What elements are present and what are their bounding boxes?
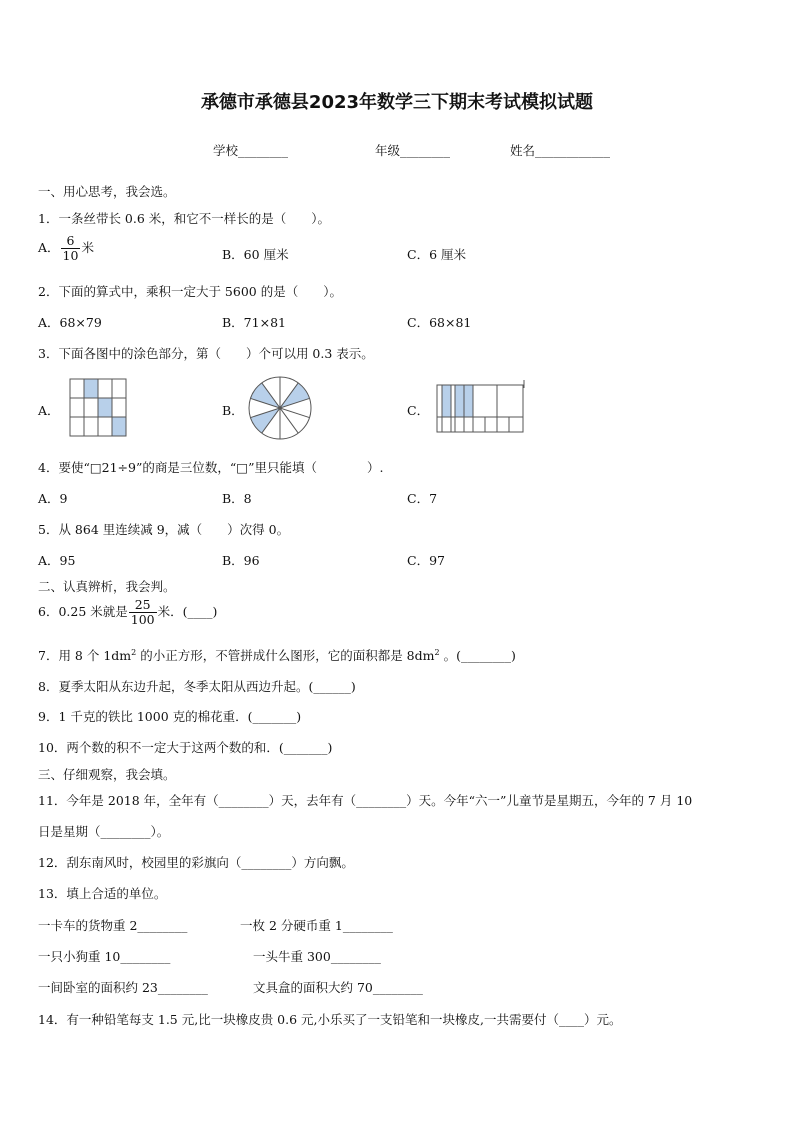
option-a-unit: 米 [81, 240, 94, 255]
question-3-option-b[interactable]: B． [222, 403, 244, 418]
circle-shaded-sector [280, 383, 309, 408]
question-5-option-c[interactable]: C．97 [407, 553, 445, 568]
option-a-label: A． [38, 240, 60, 255]
question-5-option-b[interactable]: B．96 [222, 553, 260, 568]
question-7-pre: 7．用 8 个 1dm [38, 648, 132, 663]
question-4-option-c[interactable]: C．7 [407, 491, 438, 506]
question-12[interactable]: 12．刮东南风时，校园里的彩旗向（________）方向飘。 [38, 855, 354, 870]
grid-shaded-cell [112, 417, 126, 436]
question-7 [38, 646, 516, 664]
figure-a-grid [70, 379, 126, 436]
question-2-option-a[interactable]: A．68×79 [38, 315, 102, 330]
grid-shaded-cell [84, 379, 98, 398]
question-13-item[interactable]: 一枚 2 分硬币重 1________ [240, 918, 393, 933]
question-2-option-b[interactable]: B．71×81 [222, 315, 286, 330]
question-1-option-b[interactable]: B．60 厘米 [222, 247, 289, 262]
fraction [61, 234, 81, 263]
question-10[interactable]: 10．两个数的积不一定大于这两个数的和．(_______) [38, 740, 333, 755]
section-heading-2: 二、认真辨析，我会判。 [38, 579, 176, 594]
fraction [129, 598, 157, 627]
question-3-option-a[interactable]: A． [38, 403, 60, 418]
fraction-numerator: 6 [61, 234, 81, 249]
circle-shaded-sector [251, 408, 280, 433]
question-11-line-2[interactable]: 日是星期（________）。 [38, 824, 170, 839]
fraction-denominator: 10 [62, 248, 79, 263]
fraction-denominator: 100 [130, 612, 155, 627]
rect-shaded-part [464, 385, 473, 417]
grid-shaded-cell [98, 398, 112, 417]
question-14[interactable]: 14．有一种铅笔每支 1.5 元,比一块橡皮贵 0.6 元,小乐买了一支铅笔和一块橡皮,一共需要付（____）元。 [38, 1012, 622, 1027]
question-6-pre: 6．0.25 米就是 [38, 604, 128, 619]
question-1-option-a[interactable] [38, 234, 94, 263]
question-7-mid: 的小正方形，不管拼成什么图形，它的面积都是 8dm [136, 648, 435, 663]
question-1-option-c[interactable]: C．6 厘米 [407, 247, 466, 262]
question-6-post[interactable]: 米．(____) [157, 604, 218, 619]
school-field[interactable]: 学校________ [213, 143, 289, 158]
question-4-stem: 4．要使“□21÷9”的商是三位数，“□”里只能填（ ）. [38, 460, 384, 475]
rect-shaded-part [442, 385, 451, 417]
question-13-item[interactable]: 一头牛重 300________ [253, 949, 381, 964]
question-3-stem: 3．下面各图中的涂色部分，第（ ）个可以用 0.3 表示。 [38, 346, 374, 361]
question-2-option-c[interactable]: C．68×81 [407, 315, 472, 330]
figure-b-circle [249, 377, 311, 439]
question-8[interactable]: 8．夏季太阳从东边升起，冬季太阳从西边升起。(______) [38, 679, 356, 694]
grade-field[interactable]: 年级________ [375, 143, 451, 158]
question-2-stem: 2．下面的算式中，乘积一定大于 5600 的是（ ）。 [38, 284, 342, 299]
question-9[interactable]: 9．1 千克的铁比 1000 克的棉花重．(_______) [38, 709, 302, 724]
question-5-stem: 5．从 864 里连续减 9，减（ ）次得 0。 [38, 522, 290, 537]
question-4-option-b[interactable]: B．8 [222, 491, 252, 506]
question-3-option-c[interactable]: C． [407, 403, 430, 418]
question-13-item[interactable]: 文具盒的面积大约 70________ [253, 980, 423, 995]
question-13-item[interactable]: 一间卧室的面积约 23________ [38, 980, 208, 995]
question-7-post[interactable]: 。(________) [439, 648, 516, 663]
section-heading-3: 三、仔细观察，我会填。 [38, 767, 176, 782]
question-13-item[interactable]: 一卡车的货物重 2________ [38, 918, 188, 933]
section-heading-1: 一、用心思考，我会选。 [38, 184, 176, 199]
question-5-option-a[interactable]: A．95 [38, 553, 76, 568]
circle-shaded-sector [251, 383, 280, 408]
question-11-line-1[interactable]: 11．今年是 2018 年，全年有（________）天，去年有（________）天。今年“六一”儿童节是星期五，今年的 7 月 10 [38, 793, 693, 808]
question-13-item[interactable]: 一只小狗重 10________ [38, 949, 171, 964]
rect-shaded-part [455, 385, 464, 417]
name-field[interactable]: 姓名____________ [510, 143, 611, 158]
question-6 [38, 598, 217, 627]
superscript: 2 [131, 647, 137, 657]
question-4-option-a[interactable]: A．9 [38, 491, 68, 506]
fraction-numerator: 25 [129, 598, 157, 613]
superscript: 2 [434, 647, 440, 657]
figure-c-rectangle [437, 385, 525, 433]
question-13-stem: 13．填上合适的单位。 [38, 886, 167, 901]
question-1-stem: 1．一条丝带长 0.6 米，和它不一样长的是（ ）。 [38, 211, 331, 226]
page-title: 承德市承德县2023年数学三下期末考试模拟试题 [200, 92, 594, 113]
